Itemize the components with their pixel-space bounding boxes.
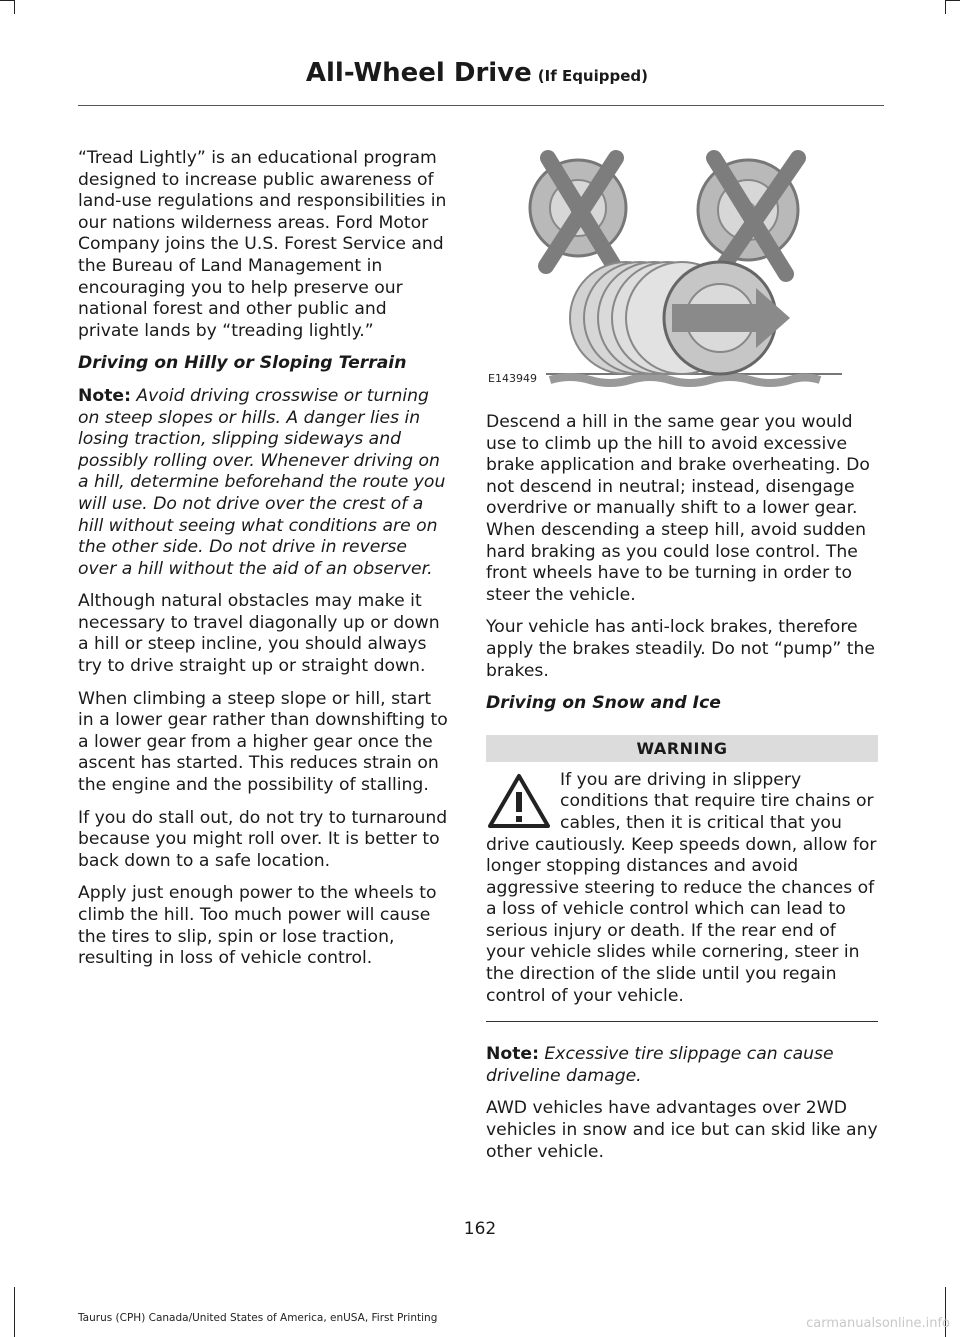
note-label: Note: bbox=[78, 385, 131, 406]
crop-mark bbox=[946, 0, 960, 1]
section-subtitle: (If Equipped) bbox=[537, 67, 648, 85]
section-title: All-Wheel Drive bbox=[305, 58, 532, 88]
note-text: Avoid driving crosswise or turning on steep slopes or hills. A danger lies in losing traction, slipping sideways and possibly rolling over. Whenever driving on a hill, determine beforehand the route you will use. Do not drive over the crest of a hill without seeing what conditions are on the other side. Do not drive in reverse over a hill without the aid of an observer. bbox=[78, 385, 446, 579]
warning-divider bbox=[486, 1021, 878, 1022]
footer-text: Taurus (CPH) Canada/United States of America, enUSA, First Printing bbox=[78, 1312, 438, 1324]
crop-mark bbox=[14, 0, 15, 14]
note-label: Note: bbox=[486, 1044, 539, 1065]
figure-code: E143949 bbox=[488, 372, 537, 386]
crop-mark bbox=[945, 0, 946, 14]
left-column bbox=[78, 148, 448, 981]
warning-text: If you are driving in slippery conditions that require tire chains or cables, then it is critical that you drive cautiously. Keep speeds down, allow for longer stopping distances and avoid aggressive steering to reduce the chances of a loss of vehicle control which can lead to serious injury or death. If the rear end of your vehicle slides while cornering, steer in the direction of the slide until you regain control of your vehicle. bbox=[486, 769, 877, 1006]
paragraph-power: Apply just enough power to the wheels to climb the hill. Too much power will cause the tires to slip, spin or lose traction, resulting in loss of vehicle control. bbox=[78, 883, 437, 969]
paragraph-stall: If you do stall out, do not try to turnaround because you might roll over. It is better to back down to a safe location. bbox=[78, 807, 448, 871]
tire-wrong-left bbox=[530, 158, 626, 266]
right-column bbox=[486, 148, 878, 1174]
tire-illustration bbox=[486, 148, 878, 392]
paragraph-tread-lightly: “Tread Lightly” is an educational program designed to increase public awareness of land-use regulations and responsibilities in our nations wilderness areas. Ford Motor Company joins the U.S. Forest Service and the Bureau of Land Management in encouraging you to help preserve our national forest and other public and private lands by “treading lightly.” bbox=[78, 148, 447, 341]
warning-title: WARNING bbox=[486, 735, 878, 762]
warning-box bbox=[486, 735, 878, 1023]
note-tire-slippage bbox=[486, 1044, 878, 1087]
crop-mark bbox=[14, 1287, 15, 1337]
paragraph-climbing: When climbing a steep slope or hill, start in a lower gear rather than downshifting to a lower gear from a higher gear once the ascent has started. This reduces strain on the engine and the possibility of stalling. bbox=[78, 688, 448, 796]
header-divider bbox=[78, 105, 884, 106]
watermark: carmanualsonline.info bbox=[806, 1316, 950, 1331]
paragraph-anti-lock: Your vehicle has anti-lock brakes, therefore apply the brakes steadily. Do not “pump” the brakes. bbox=[486, 617, 875, 681]
paragraph-diagonal-travel: Although natural obstacles may make it necessary to travel diagonally up or down a hill or steep incline, you should always try to drive straight up or straight down. bbox=[78, 591, 440, 677]
page-number: 162 bbox=[463, 1219, 497, 1239]
subheading-hilly-terrain: Driving on Hilly or Sloping Terrain bbox=[78, 353, 407, 374]
tire-wrong-right bbox=[698, 158, 798, 274]
page-title bbox=[306, 58, 648, 88]
tire-illustration-graphic bbox=[486, 148, 878, 392]
note-text: Excessive tire slippage can cause driveline damage. bbox=[486, 1044, 834, 1086]
paragraph-descend: Descend a hill in the same gear you would use to climb up the hill to avoid excessive brake application and brake overheating. Do not descend in neutral; instead, disengage overdrive or manually shift to a lower gear. When descending a steep hill, avoid sudden hard braking as you could lose control. The front wheels have to be turning in order to steer the vehicle. bbox=[486, 412, 870, 605]
note-hilly-terrain bbox=[78, 386, 448, 580]
crop-mark bbox=[0, 0, 14, 1]
subheading-snow-ice: Driving on Snow and Ice bbox=[486, 693, 721, 714]
tire-rolling-sequence bbox=[570, 262, 790, 374]
warning-triangle-icon bbox=[486, 772, 552, 830]
paragraph-awd: AWD vehicles have advantages over 2WD vehicles in snow and ice but can skid like any other vehicle. bbox=[486, 1098, 878, 1162]
